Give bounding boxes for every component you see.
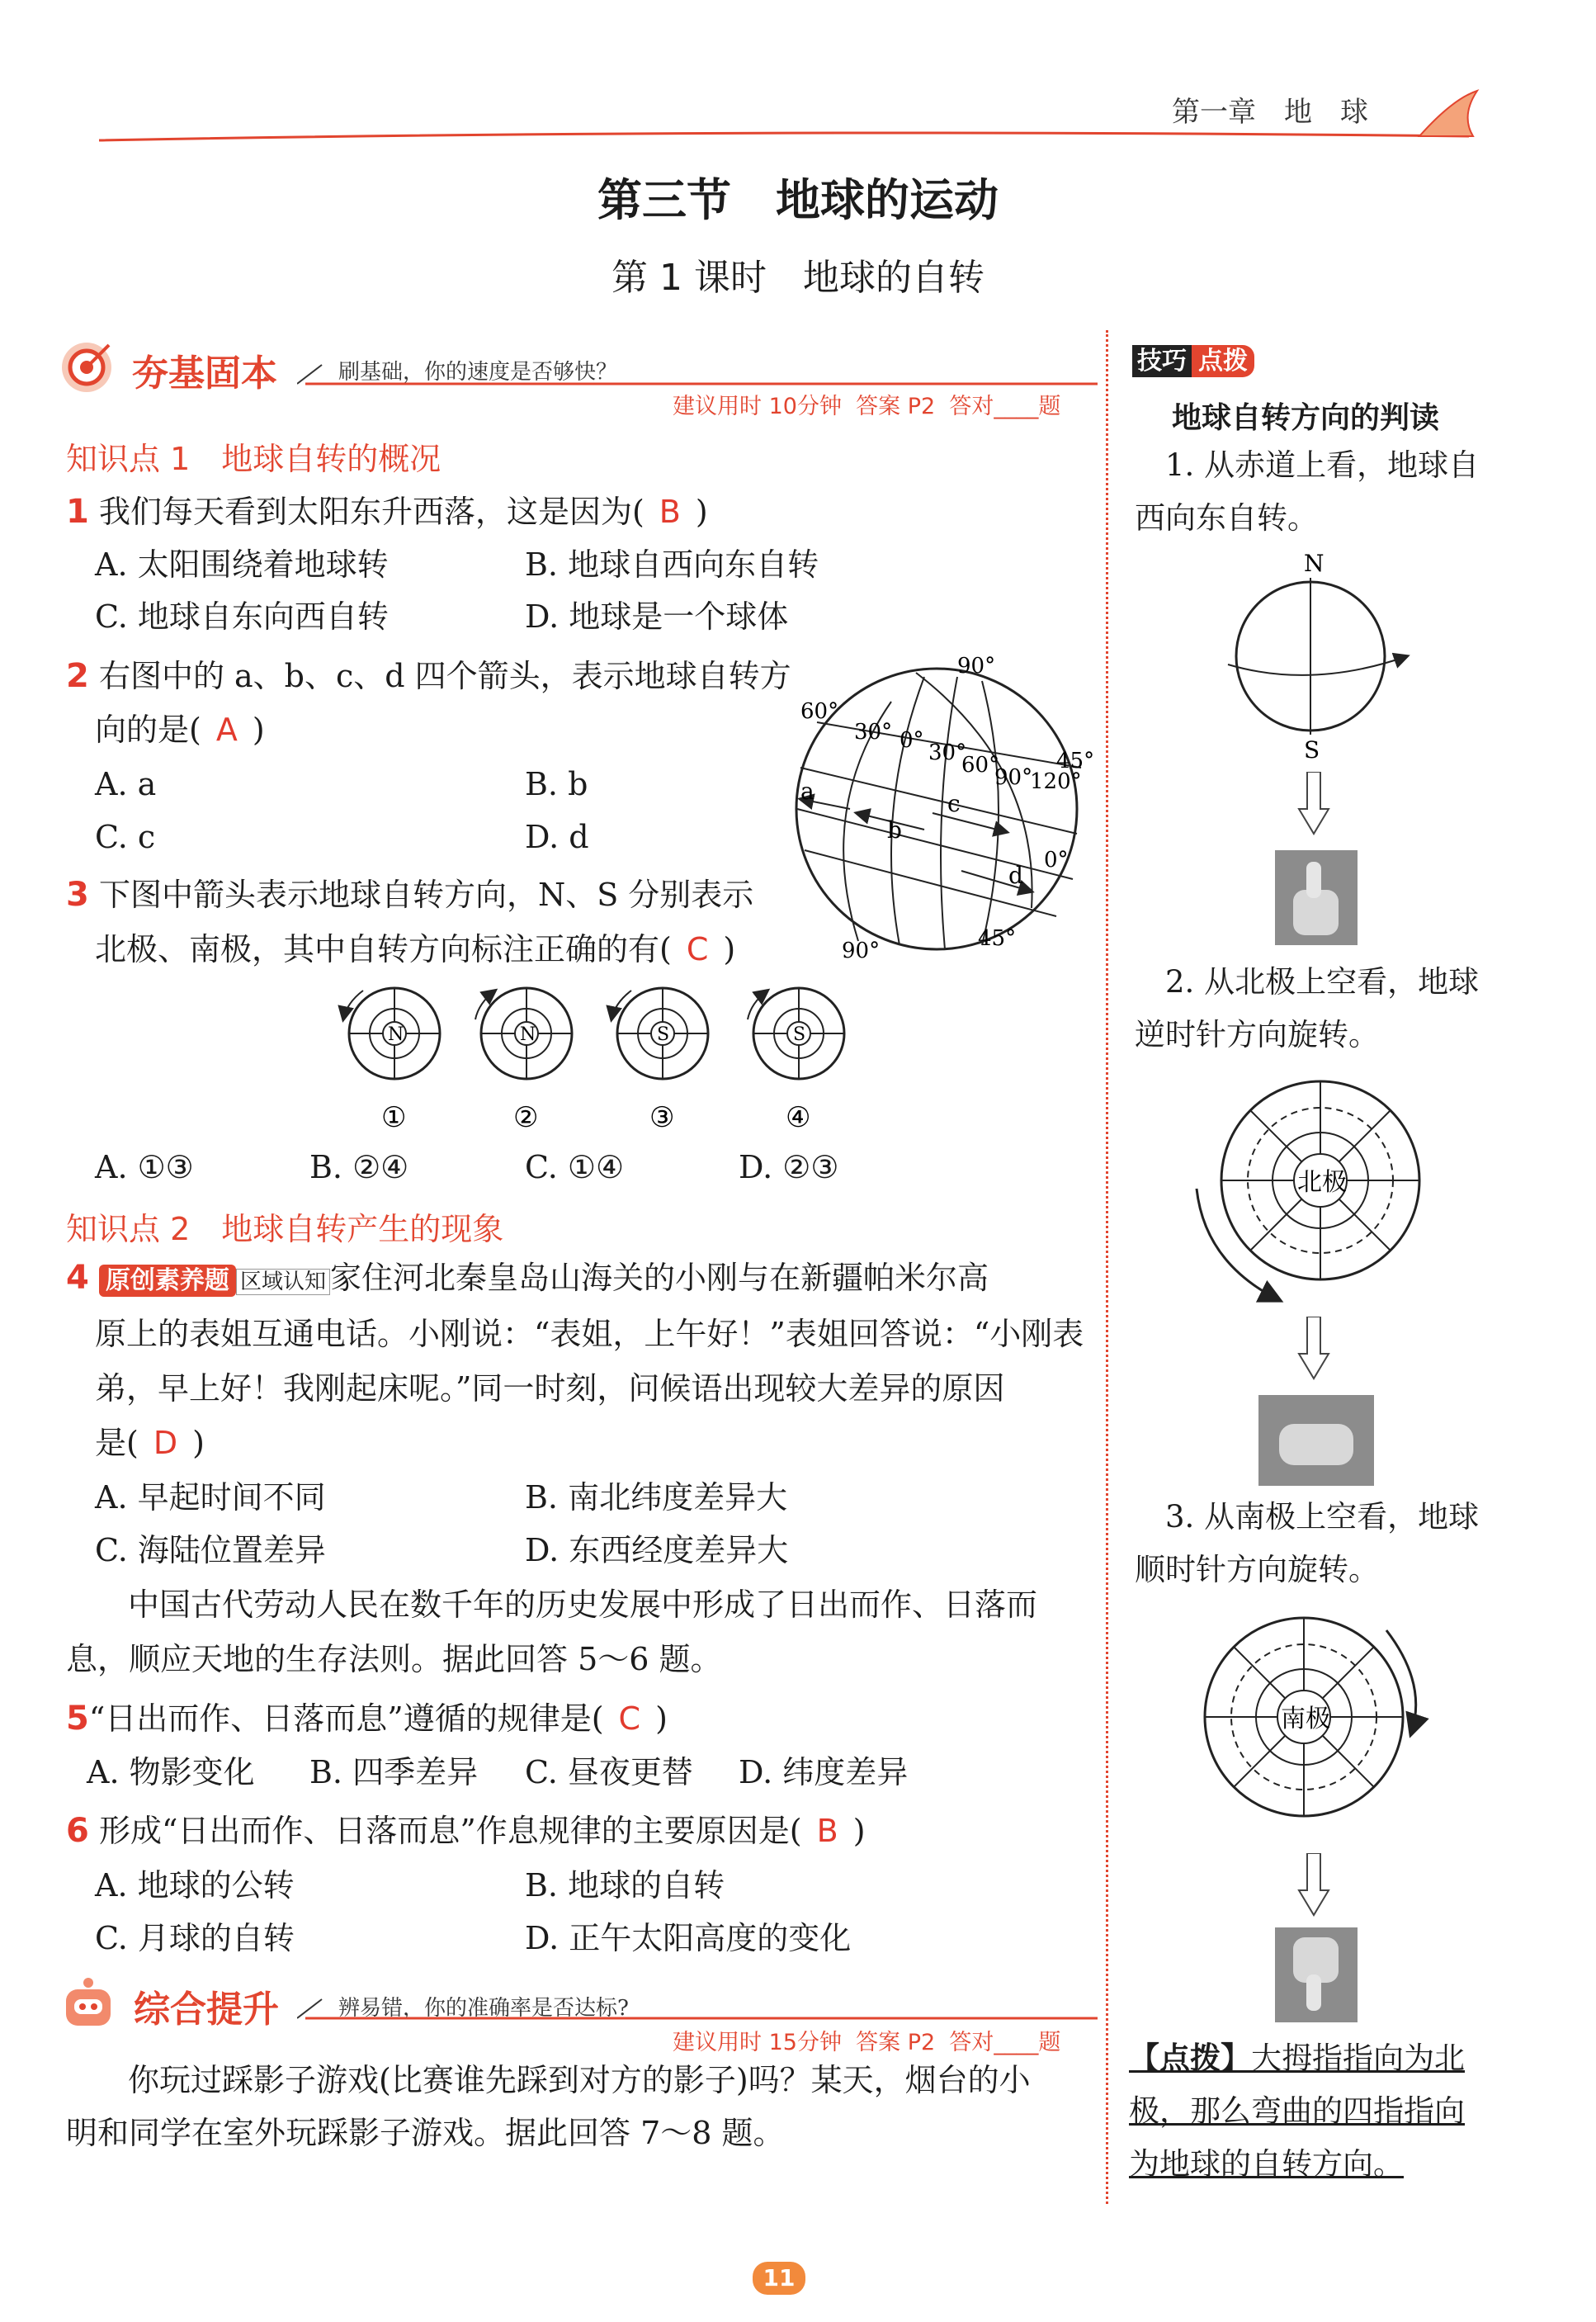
tip-line-2: 极，那么弯曲的四指指向 <box>1129 2093 1465 2129</box>
label: a <box>800 778 815 805</box>
sidebar-point-3a: 3. 从南极上空看，地球 <box>1165 1499 1480 1535</box>
option-c: C. 海陆位置差异 <box>95 1532 326 1568</box>
south-pole-label: 南极 <box>1281 1705 1330 1733</box>
sidebar-point-2b: 逆时针方向旋转。 <box>1135 1017 1379 1052</box>
paren-close: ) <box>723 931 736 967</box>
sidebar-point-1b: 西向东自转。 <box>1135 500 1318 536</box>
north-label: N <box>1304 550 1324 577</box>
thumb-down-icon <box>1275 1927 1358 2022</box>
option-c: C. ①④ <box>525 1149 625 1185</box>
chapter-header: 第一章 地 球 <box>1172 96 1368 129</box>
option-c: C. 昼夜更替 <box>525 1754 693 1790</box>
paren-close: ) <box>252 712 265 748</box>
option-b: B. 地球自西向东自转 <box>525 546 819 583</box>
answer-mark: C <box>618 1700 641 1737</box>
option-d: D. ②③ <box>739 1149 839 1185</box>
question-stem: 右图中的 a、b、c、d 四个箭头，表示地球自转方 <box>98 658 791 694</box>
option-b: B. ②④ <box>309 1149 409 1185</box>
option-a: A. 早起时间不同 <box>95 1479 326 1516</box>
question-3-line2 <box>95 931 735 967</box>
option-a: A. 物影变化 <box>87 1754 255 1790</box>
passage-2-line2: 明和同学在室外玩踩影子游戏。据此回答 7～8 题。 <box>66 2115 785 2151</box>
robot-icon <box>59 1974 117 2032</box>
globe-figure <box>767 644 1114 966</box>
down-arrow-icon <box>1297 1853 1330 1919</box>
question-stem: 向的是( <box>95 712 201 748</box>
passage-2-line1: 你玩过踩影子游戏(比赛谁先踩到对方的影子)吗？某天，烟台的小 <box>128 2062 1031 2098</box>
question-4 <box>66 1260 989 1300</box>
label: c <box>947 790 961 817</box>
pole-letter: N <box>520 1024 536 1045</box>
question-5 <box>66 1700 668 1737</box>
option-d: D. 纬度差异 <box>739 1754 909 1790</box>
down-arrow-icon <box>1297 1317 1330 1383</box>
question-3 <box>66 877 753 913</box>
sidebar-title: 地球自转方向的判读 <box>1172 401 1440 435</box>
tip-tag-right: 点拨 <box>1192 345 1254 377</box>
original-tag: 原创素养题 <box>99 1265 236 1297</box>
thumb-up-icon <box>1275 850 1358 945</box>
question-stem: “日出而作、日落而息”遵循的规律是( <box>88 1700 604 1737</box>
meta-time: 建议用时 10分钟 <box>673 394 842 419</box>
diagram-label: ③ <box>649 1101 675 1134</box>
paren-close: ) <box>192 1425 205 1461</box>
meta-answer: 答案 P2 <box>856 394 936 419</box>
banner-basic-meta <box>673 388 1060 420</box>
meta-correct: 答对____题 <box>949 2030 1061 2055</box>
question-stem: 家住河北秦皇岛山海关的小刚与在新疆帕米尔高 <box>329 1260 989 1296</box>
lesson-title: 第 1 课时 地球的自转 <box>611 257 985 299</box>
tip-tag <box>1132 340 1254 376</box>
question-stem: 我们每天看到太阳东升西落，这是因为( <box>98 494 645 530</box>
meta-correct: 答对____题 <box>949 394 1061 419</box>
answer-mark: C <box>686 931 709 967</box>
banner-advanced-meta <box>673 2024 1060 2056</box>
option-d: D. 地球是一个球体 <box>525 598 789 635</box>
question-4-line4 <box>95 1425 205 1461</box>
label: 45° <box>1056 749 1095 773</box>
north-pole-view <box>1180 1065 1444 1312</box>
banner-basic-slogan: 刷基础，你的速度是否够快？ <box>338 360 618 385</box>
target-icon <box>59 340 114 395</box>
north-pole-label: 北极 <box>1297 1168 1347 1197</box>
tip-tag-left: 技巧 <box>1132 345 1192 377</box>
label: 0° <box>900 728 924 753</box>
header-rule <box>0 0 1596 165</box>
tip-text: 大拇指指向为北 <box>1251 2041 1465 2076</box>
question-stem: 北极、南极，其中自转方向标注正确的有( <box>95 931 672 967</box>
question-number: 6 <box>66 1812 89 1850</box>
knowledge-point-2: 知识点 2 地球自转产生的现象 <box>66 1211 504 1247</box>
south-pole-view <box>1180 1601 1444 1849</box>
pole-diagram-2 <box>475 988 572 1134</box>
question-stem: 下图中箭头表示地球自转方向，N、S 分别表示 <box>98 877 754 913</box>
question-number: 4 <box>66 1259 89 1297</box>
pole-letter: N <box>388 1024 404 1045</box>
down-arrow-icon <box>1297 772 1330 838</box>
section-title: 第三节 地球的运动 <box>597 174 999 226</box>
banner-advanced-slogan: 辨易错，你的准确率是否达标? <box>338 1996 629 2021</box>
pole-letter: S <box>793 1024 806 1045</box>
paren-close: ) <box>695 494 708 530</box>
label: 90° <box>842 939 881 963</box>
equator-globe <box>1221 545 1436 768</box>
meta-answer: 答案 P2 <box>856 2030 936 2055</box>
label: b <box>887 816 902 844</box>
option-a: A. a <box>95 766 157 802</box>
label: 30° <box>928 740 967 765</box>
sail-icon <box>1419 91 1477 136</box>
option-a: A. 太阳围绕着地球转 <box>95 546 389 583</box>
diagram-label: ① <box>381 1101 407 1134</box>
option-d: D. 正午太阳高度的变化 <box>525 1920 852 1956</box>
banner-advanced-rule <box>297 1998 1106 2022</box>
answer-mark: B <box>659 494 681 530</box>
banner-basic: 夯基固本 <box>132 352 277 395</box>
question-2-line2 <box>95 712 265 748</box>
label: d <box>1008 862 1023 889</box>
option-b: B. 四季差异 <box>309 1754 479 1790</box>
pole-diagram-3 <box>611 988 708 1134</box>
tip-line-1 <box>1129 2032 1465 2085</box>
region-tag: 区域认知 <box>236 1269 330 1295</box>
option-a: A. ①③ <box>95 1149 194 1185</box>
sidebar-point-3b: 顺时针方向旋转。 <box>1135 1552 1379 1587</box>
answer-mark: B <box>816 1813 838 1849</box>
page-number: 11 <box>753 2262 805 2295</box>
knowledge-point-1: 知识点 1 地球自转的概况 <box>66 441 441 477</box>
question-number: 5 <box>66 1700 89 1738</box>
option-b: B. 南北纬度差异大 <box>525 1479 788 1516</box>
label: 0° <box>1044 848 1069 873</box>
question-stem: 是( <box>95 1425 139 1461</box>
meta-time: 建议用时 15分钟 <box>673 2030 842 2055</box>
label: 90° <box>994 765 1033 790</box>
arrow-c <box>933 813 1007 832</box>
option-b: B. 地球的自转 <box>525 1867 725 1903</box>
label: 120° <box>1030 769 1082 794</box>
question-4-line2: 原上的表姐互通电话。小刚说：“表姐，上午好！”表姐回答说：“小刚表 <box>95 1316 1084 1352</box>
label: 90° <box>957 654 996 679</box>
label: 45° <box>978 926 1017 951</box>
option-b: B. b <box>525 766 588 802</box>
sidebar-point-1a: 1. 从赤道上看，地球自 <box>1165 447 1480 483</box>
question-number: 1 <box>66 493 89 531</box>
south-label: S <box>1304 736 1320 764</box>
question-2 <box>66 658 791 694</box>
banner-basic-rule <box>297 363 1106 388</box>
answer-mark: A <box>215 712 238 748</box>
pole-letter: S <box>657 1024 670 1045</box>
pole-diagram-1 <box>343 988 440 1134</box>
pole-diagrams <box>330 974 875 1139</box>
label: 30° <box>854 720 893 745</box>
question-number: 2 <box>66 657 89 695</box>
paren-close: ) <box>655 1700 668 1737</box>
label: 60° <box>800 699 839 724</box>
option-c: C. 地球自东向西自转 <box>95 598 389 635</box>
option-a: A. 地球的公转 <box>95 1867 295 1903</box>
paren-close: ) <box>852 1813 866 1849</box>
question-number: 3 <box>66 876 89 914</box>
diagram-label: ④ <box>786 1101 811 1134</box>
banner-advanced: 综合提升 <box>134 1989 279 2031</box>
question-4-line3: 弟，早上好！我刚起床呢。”同一时刻，问候语出现较大差异的原因 <box>95 1370 1005 1407</box>
diagram-label: ② <box>513 1101 539 1134</box>
option-d: D. 东西经度差异大 <box>525 1532 789 1568</box>
question-1 <box>66 494 708 530</box>
question-6 <box>66 1813 866 1849</box>
question-stem: 形成“日出而作、日落而息”作息规律的主要原因是( <box>98 1813 802 1849</box>
answer-mark: D <box>153 1425 178 1461</box>
label: 60° <box>961 753 1000 778</box>
option-d: D. d <box>525 819 589 855</box>
tip-label: 【点拨】 <box>1129 2041 1251 2076</box>
passage-1-line1: 中国古代劳动人民在数千年的历史发展中形成了日出而作、日落而 <box>128 1587 1038 1623</box>
pole-diagram-4 <box>748 988 844 1134</box>
sidebar-divider <box>1106 330 1108 2204</box>
option-c: C. c <box>95 819 156 855</box>
sidebar-point-2a: 2. 从北极上空看，地球 <box>1165 964 1480 1000</box>
passage-1-line2: 息，顺应天地的生存法则。据此回答 5～6 题。 <box>66 1641 722 1677</box>
option-c: C. 月球的自转 <box>95 1920 295 1956</box>
fist-icon <box>1258 1395 1374 1486</box>
tip-line-3: 为地球的自转方向。 <box>1129 2146 1404 2182</box>
